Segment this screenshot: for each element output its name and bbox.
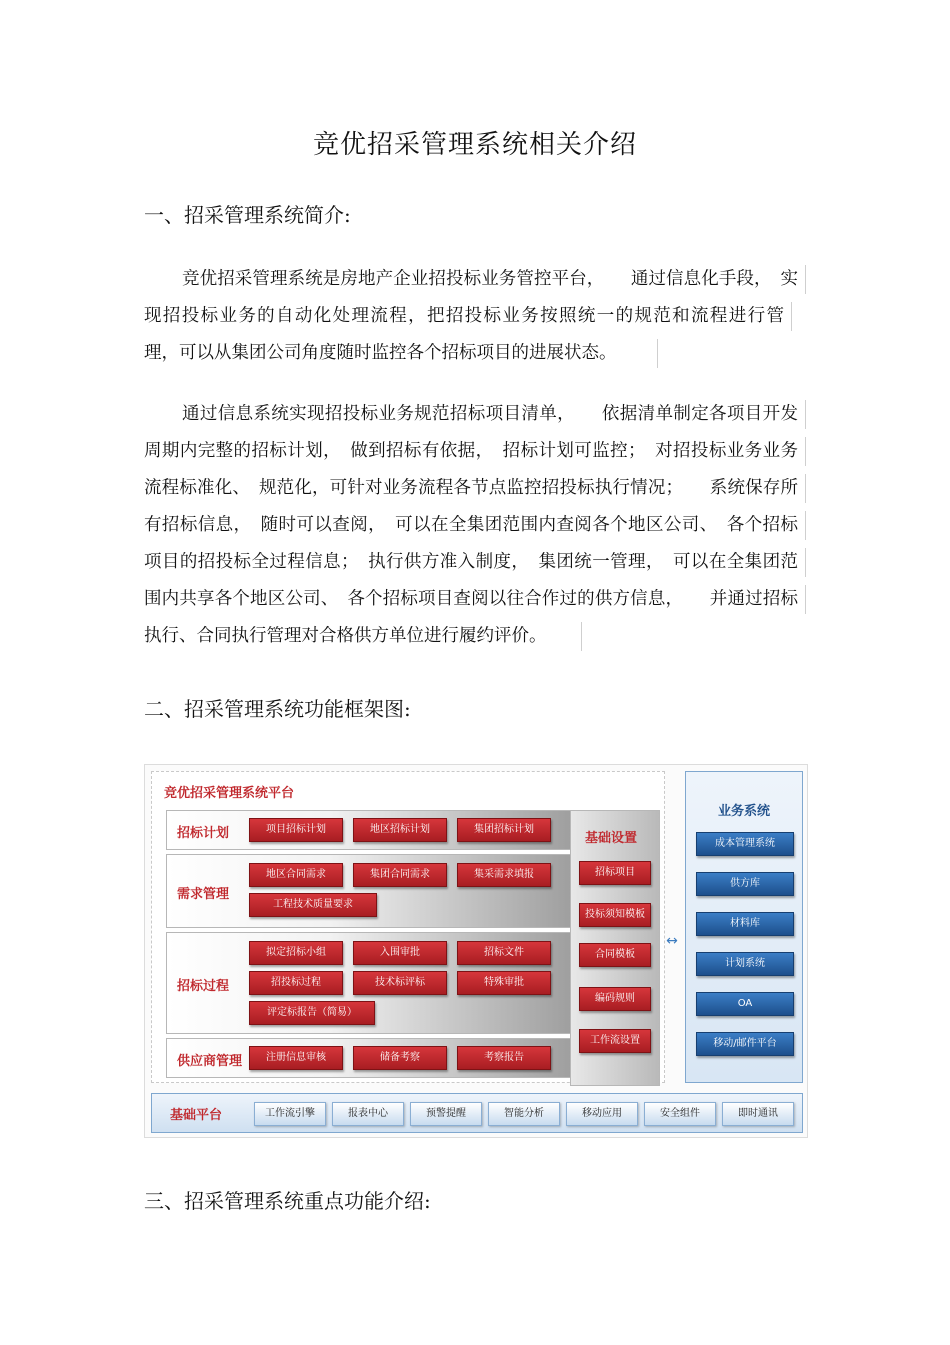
business-system-item: 材料库 <box>696 912 794 936</box>
bid-plan-item: 地区招标计划 <box>353 818 447 842</box>
foundation-item: 移动应用 <box>566 1102 638 1126</box>
paragraph-line: 周期内完整的招标计划， 做到招标有依据， 招标计划可监控； 对招投标业务业务 <box>144 433 806 470</box>
foundation-item: 即时通讯 <box>722 1102 794 1126</box>
platform-box <box>151 771 665 1083</box>
business-system-item: 成本管理系统 <box>696 832 794 856</box>
foundation-item: 预警提醒 <box>410 1102 482 1126</box>
section-1-paragraph-2 <box>144 396 806 655</box>
process-item: 特殊审批 <box>457 971 551 995</box>
base-setting-item: 工作流设置 <box>579 1029 651 1053</box>
framework-diagram <box>144 764 808 1138</box>
foundation-item: 智能分析 <box>488 1102 560 1126</box>
demand-item: 集团合同需求 <box>353 863 447 887</box>
group-demand-mgmt <box>166 854 574 928</box>
process-item: 评定标报告（简易） <box>249 1001 375 1025</box>
process-item: 入围审批 <box>353 941 447 965</box>
group-label: 需求管理 <box>177 887 230 902</box>
paragraph-line: 项目的招投标全过程信息； 执行供方准入制度， 集团统一管理， 可以在全集团范 <box>144 544 806 581</box>
section-1-heading: 一、招采管理系统简介: <box>144 203 351 227</box>
business-systems-box <box>685 771 803 1083</box>
supplier-item: 注册信息审核 <box>249 1046 343 1070</box>
foundation-item: 报表中心 <box>332 1102 404 1126</box>
base-setting-item: 编码规则 <box>579 987 651 1011</box>
demand-item: 地区合同需求 <box>249 863 343 887</box>
process-item: 拟定招标小组 <box>249 941 343 965</box>
business-systems-title: 业务系统 <box>717 804 770 819</box>
base-settings-box <box>570 810 660 1086</box>
paragraph-line: 理，可以从集团公司角度随时监控各个招标项目的进展状态。 <box>144 335 658 372</box>
demand-item: 工程技术质量要求 <box>249 893 377 917</box>
business-system-item: 计划系统 <box>696 952 794 976</box>
document-title: 竞优招采管理系统相关介绍 <box>312 130 637 160</box>
group-label: 招标计划 <box>177 826 230 841</box>
section-2-heading: 二、招采管理系统功能框架图: <box>144 697 411 721</box>
foundation-platform-box <box>151 1093 803 1133</box>
base-setting-item: 招标项目 <box>579 861 651 885</box>
paragraph-line: 流程标准化、 规范化，可针对业务流程各节点监控招投标执行情况； 系统保存所 <box>144 470 806 507</box>
group-label: 招标过程 <box>177 979 230 994</box>
group-bid-process <box>166 932 574 1034</box>
paragraph-line: 执行、合同执行管理对合格供方单位进行履约评价。 <box>144 618 582 655</box>
paragraph-line: 通过信息系统实现招投标业务规范招标项目清单， 依据清单制定各项目开发 <box>144 396 806 433</box>
business-system-item: 移动/邮件平台 <box>696 1032 794 1056</box>
process-item: 技术标评标 <box>353 971 447 995</box>
double-arrow-icon: ↔ <box>666 933 678 949</box>
platform-title: 竞优招采管理系统平台 <box>164 786 295 801</box>
paragraph-line: 现招投标业务的自动化处理流程，把招投标业务按照统一的规范和流程进行管 <box>144 298 792 335</box>
foundation-item: 工作流引擎 <box>254 1102 326 1126</box>
process-item: 招标文件 <box>457 941 551 965</box>
business-system-item: OA <box>696 992 794 1016</box>
group-bid-plan <box>166 810 574 850</box>
business-system-item: 供方库 <box>696 872 794 896</box>
process-item: 招投标过程 <box>249 971 343 995</box>
base-setting-item: 合同模板 <box>579 943 651 967</box>
supplier-item: 储备考察 <box>353 1046 447 1070</box>
foundation-item: 安全组件 <box>644 1102 716 1126</box>
demand-item: 集采需求填报 <box>457 863 551 887</box>
paragraph-line: 围内共享各个地区公司、 各个招标项目查阅以往合作过的供方信息， 并通过招标 <box>144 581 806 618</box>
bid-plan-item: 集团招标计划 <box>457 818 551 842</box>
foundation-title: 基础平台 <box>170 1108 223 1123</box>
supplier-item: 考察报告 <box>457 1046 551 1070</box>
base-settings-title: 基础设置 <box>585 831 638 846</box>
paragraph-line: 竞优招采管理系统是房地产企业招投标业务管控平台， 通过信息化手段， 实 <box>144 261 806 298</box>
paragraph-line: 有招标信息， 随时可以查阅， 可以在全集团范围内查阅各个地区公司、 各个招标 <box>144 507 806 544</box>
group-supplier-mgmt <box>166 1038 574 1078</box>
section-3-heading: 三、招采管理系统重点功能介绍: <box>144 1189 431 1213</box>
base-setting-item: 投标须知模板 <box>579 903 651 927</box>
section-1-paragraph-1 <box>144 261 806 372</box>
group-label: 供应商管理 <box>177 1054 243 1069</box>
bid-plan-item: 项目招标计划 <box>249 818 343 842</box>
